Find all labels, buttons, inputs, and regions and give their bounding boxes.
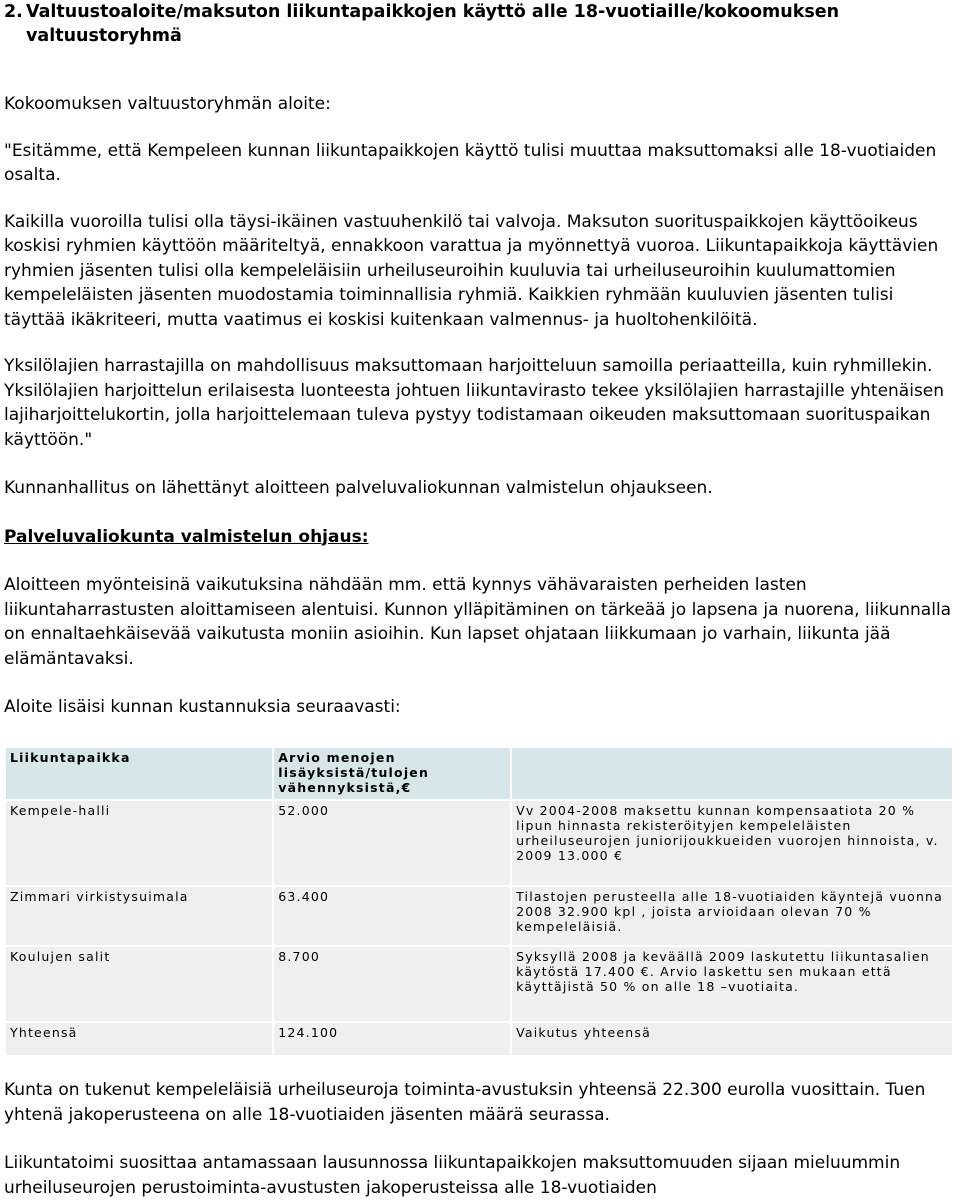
table-header-cell: Liikuntapaikka xyxy=(6,748,272,799)
document-page xyxy=(4,0,956,720)
table-row xyxy=(6,1023,952,1055)
quote-paragraph-1: "Esitämme, että Kempeleen kunnan liikuntapaikkojen käyttö tulisi muuttaa maksuttomaksi alle 18-vuotiaiden osalta. xyxy=(4,140,937,185)
agenda-number: 2. xyxy=(4,2,23,22)
guidance-paragraph: Aloitteen myönteisinä vaikutuksina nähdään mm. että kynnys vähävaraisten perheiden lasten liikuntaharrastusten aloittamiseen alentuisi. Kunnon ylläpitäminen on tärkeää jo lapsena ja nuorena, liikunnalla on ennaltaehkäisevää vaikutusta moniin asioihin. Kun lapset ohjataan liikkumaan jo varhain, liikunta jää elämäntavaksi. xyxy=(4,575,952,669)
quote-paragraph-3: Yksilölajien harrastajilla on mahdollisuus maksuttomaan harjoitteluun samoilla periaatteilla, kuin ryhmillekin. Yksilölajien harjoittelun erilaisesta luonteesta johtuen liikuntavirasto tekee yksilölajien harrastajille yhtenäisen lajiharjoittelukortin, jolla harjoittelemaan tuleva pystyy todistamaan oikeuden maksuttomaan suorituspaikan käyttöön." xyxy=(4,356,945,450)
table-cell: Zimmari virkistysuimala xyxy=(6,887,272,945)
table-cell: Koulujen salit xyxy=(6,947,272,1021)
table-cell: Vaikutus yhteensä xyxy=(512,1023,952,1055)
table-cell: Kempele-halli xyxy=(6,801,272,885)
table-cell: Syksyllä 2008 ja keväällä 2009 laskutettu liikuntasalien käytöstä 17.400 €. Arvio laskettu sen mukaan että käyttäjistä 50 % on alle 18 –vuotiaita. xyxy=(512,947,952,1021)
table-header-cell xyxy=(512,748,952,799)
board-sentence: Kunnanhallitus on lähettänyt aloitteen palveluvaliokunnan valmistelun ohjaukseen. xyxy=(4,478,713,498)
initiative-label: Kokoomuksen valtuustoryhmän aloite: xyxy=(4,94,331,114)
quote-paragraph-2: Kaikilla vuoroilla tulisi olla täysi-ikäinen vastuuhenkilö tai valvoja. Maksuton suorituspaikkojen käyttöoikeus koskisi ryhmien käyttöön määriteltyä, ennakkoon varattua ja myönnettyä vuoroa. Liikuntapaikkoja käyttävien ryhmien jäsenten tulisi olla kempeleläisiin urheiluseuroihin kuuluvia tai urheiluseuroihin kuulumattomien kempeleläisten jäsenten muodostamia toiminnallisia ryhmiä. Kaikkien ryhmään kuuluvien jäsenten tulisi täyttää ikäkriteeri, mutta vaatimus ei koskisi kuitenkaan valmennus- ja huoltohenkilöitä. xyxy=(4,211,939,330)
agenda-heading xyxy=(4,0,956,48)
table-row xyxy=(6,801,952,885)
funding-paragraph: Kunta on tukenut kempeleläisiä urheiluseuroja toiminta-avustuksin yhteensä 22.300 eurolla vuosittain. Tuen yhtenä jakoperusteena on alle 18-vuotiaiden jäsenten määrä seurassa. xyxy=(4,1080,926,1125)
table-cell: 8.700 xyxy=(274,947,510,1021)
table-header-row xyxy=(6,748,952,799)
table-cell: 124.100 xyxy=(274,1023,510,1055)
table-header-cell: Arvio menojen lisäyksistä/tulojen vähennyksistä,€ xyxy=(274,748,510,799)
table-cell: Yhteensä xyxy=(6,1023,272,1055)
table-row xyxy=(6,947,952,1021)
closing-section xyxy=(4,1078,956,1200)
table-cell: Vv 2004-2008 maksettu kunnan kompensaatiota 20 % lipun hinnasta rekisteröityjen kempeleläisten urheiluseurojen juniorijoukkueiden vuorojen hinnoista, v. 2009 13.000 € xyxy=(512,801,952,885)
costs-intro: Aloite lisäisi kunnan kustannuksia seuraavasti: xyxy=(4,697,401,717)
guidance-subheading: Palveluvaliokunta valmistelun ohjaus: xyxy=(4,526,369,547)
table-cell: 52.000 xyxy=(274,801,510,885)
recommendation-paragraph: Liikuntatoimi suosittaa antamassaan lausunnossa liikuntapaikkojen maksuttomuuden sijaan mieluummin urheiluseurojen perustoiminta-avustusten jakoperusteissa alle 18-vuotiaiden xyxy=(4,1153,901,1198)
table-cell: 63.400 xyxy=(274,887,510,945)
agenda-title: Valtuustoaloite/maksuton liikuntapaikkojen käyttö alle 18-vuotiaille/kokoomuksen valtuustoryhmä xyxy=(26,2,840,46)
cost-table xyxy=(4,746,954,1057)
table-row xyxy=(6,887,952,945)
table-cell: Tilastojen perusteella alle 18-vuotiaiden käyntejä vuonna 2008 32.900 kpl , joista arvioidaan olevan 70 % kempeleläisiä. xyxy=(512,887,952,945)
